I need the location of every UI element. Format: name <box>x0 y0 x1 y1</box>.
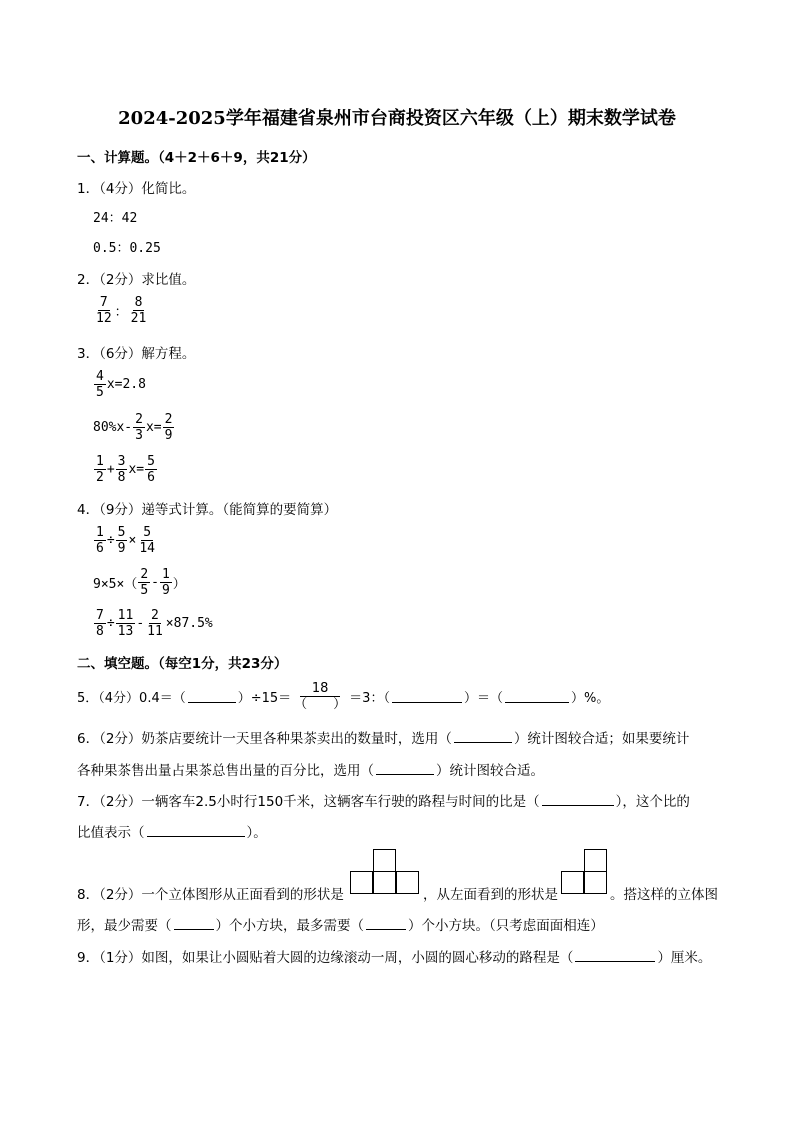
cube-square <box>584 871 607 894</box>
question-5: 5．（4分）0.4＝（ ）÷15＝ $\frac{18}{( )}$ ＝3：（ ）＝（ ）%。 <box>77 681 610 712</box>
left-view-figure <box>561 849 608 895</box>
cube-square <box>350 871 373 894</box>
question-2-heading: 2．（2分）求比值。 <box>77 272 196 288</box>
answer-blank[interactable] <box>376 762 434 775</box>
question-4-expression-1: $\frac{1}{6}$ ÷ $\frac{5}{9}$ × $\frac{5}{14}$ <box>96 525 155 556</box>
question-6-line-1: 6．（2分）奶茶店要统计一天里各种果茶卖出的数量时，选用（ ）统计图较合适；如果要统计 <box>77 731 690 747</box>
cube-square <box>373 849 396 872</box>
fraction: $\frac{8}{21}$ <box>130 295 147 326</box>
section-heading-fill-blanks: 二、填空题。（每空1分，共23分） <box>77 656 288 672</box>
question-3-heading: 3．（6分）解方程。 <box>77 346 196 362</box>
fraction: $\frac{7}{12}$ <box>96 295 112 326</box>
answer-blank[interactable] <box>454 730 512 743</box>
question-1-item-a: 24：42 <box>93 211 138 226</box>
front-view-figure <box>350 849 420 895</box>
question-4-expression-2: 9×5×（ $\frac{2}{5}$ - $\frac{1}{9}$ ） <box>93 567 186 598</box>
answer-blank[interactable] <box>366 917 406 930</box>
question-6-line-2: 各种果茶售出量占果茶总售出量的百分比，选用（ ）统计图较合适。 <box>77 763 544 779</box>
cube-square <box>396 871 419 894</box>
question-4-expression-3: $\frac{7}{8}$ ÷ $\frac{11}{13}$ - $\frac{2}{11}$ ×87.5% <box>96 608 213 639</box>
page-title: 2024-2025学年福建省泉州市台商投资区六年级（上）期末数学试卷 <box>118 108 676 129</box>
question-1-heading: 1．（4分）化简比。 <box>77 181 196 197</box>
cube-square <box>373 871 396 894</box>
question-9: 9．（1分）如图，如果让小圆贴着大圆的边缘滚动一周，小圆的圆心移动的路程是（ ）厘米。 <box>77 950 712 966</box>
question-8-text-c: 。搭这样的立体图 <box>610 887 718 903</box>
cube-square <box>584 849 607 872</box>
answer-blank[interactable] <box>575 949 655 962</box>
question-4-heading: 4．（9分）递等式计算。（能简算的要简算） <box>77 502 338 518</box>
answer-blank[interactable] <box>174 917 214 930</box>
question-8-text-a: 8．（2分）一个立体图形从正面看到的形状是 <box>77 887 344 903</box>
answer-blank[interactable] <box>542 793 614 806</box>
question-3-equation-3: $\frac{1}{2}$ + $\frac{3}{8}$ x= $\frac{5}{6}$ <box>96 454 155 485</box>
answer-blank[interactable] <box>147 824 245 837</box>
question-2-expression: $\frac{7}{12}$ ： $\frac{8}{21}$ <box>96 295 147 326</box>
question-3-equation-2: 80%x- $\frac{2}{3}$ x= $\frac{2}{9}$ <box>93 412 173 443</box>
question-7-line-1: 7．（2分）一辆客车2.5小时行150千米，这辆客车行驶的路程与时间的比是（ ），这个比的 <box>77 794 690 810</box>
question-3-equation-1: $\frac{4}{5}$ x=2.8 <box>96 369 146 400</box>
answer-blank[interactable] <box>505 690 569 703</box>
answer-blank[interactable] <box>188 690 236 703</box>
question-8-text-b: ，从左面看到的形状是 <box>423 887 558 903</box>
question-7-line-2: 比值表示（ ）。 <box>77 825 267 841</box>
answer-blank[interactable] <box>392 690 462 703</box>
section-heading-calculation: 一、计算题。（4＋2＋6＋9，共21分） <box>77 150 316 166</box>
question-8-line-2: 形，最少需要（ ）个小方块，最多需要（ ）个小方块。（只考虑面面相连） <box>77 918 604 934</box>
cube-square <box>561 871 584 894</box>
question-1-item-b: 0.5：0.25 <box>93 241 161 256</box>
